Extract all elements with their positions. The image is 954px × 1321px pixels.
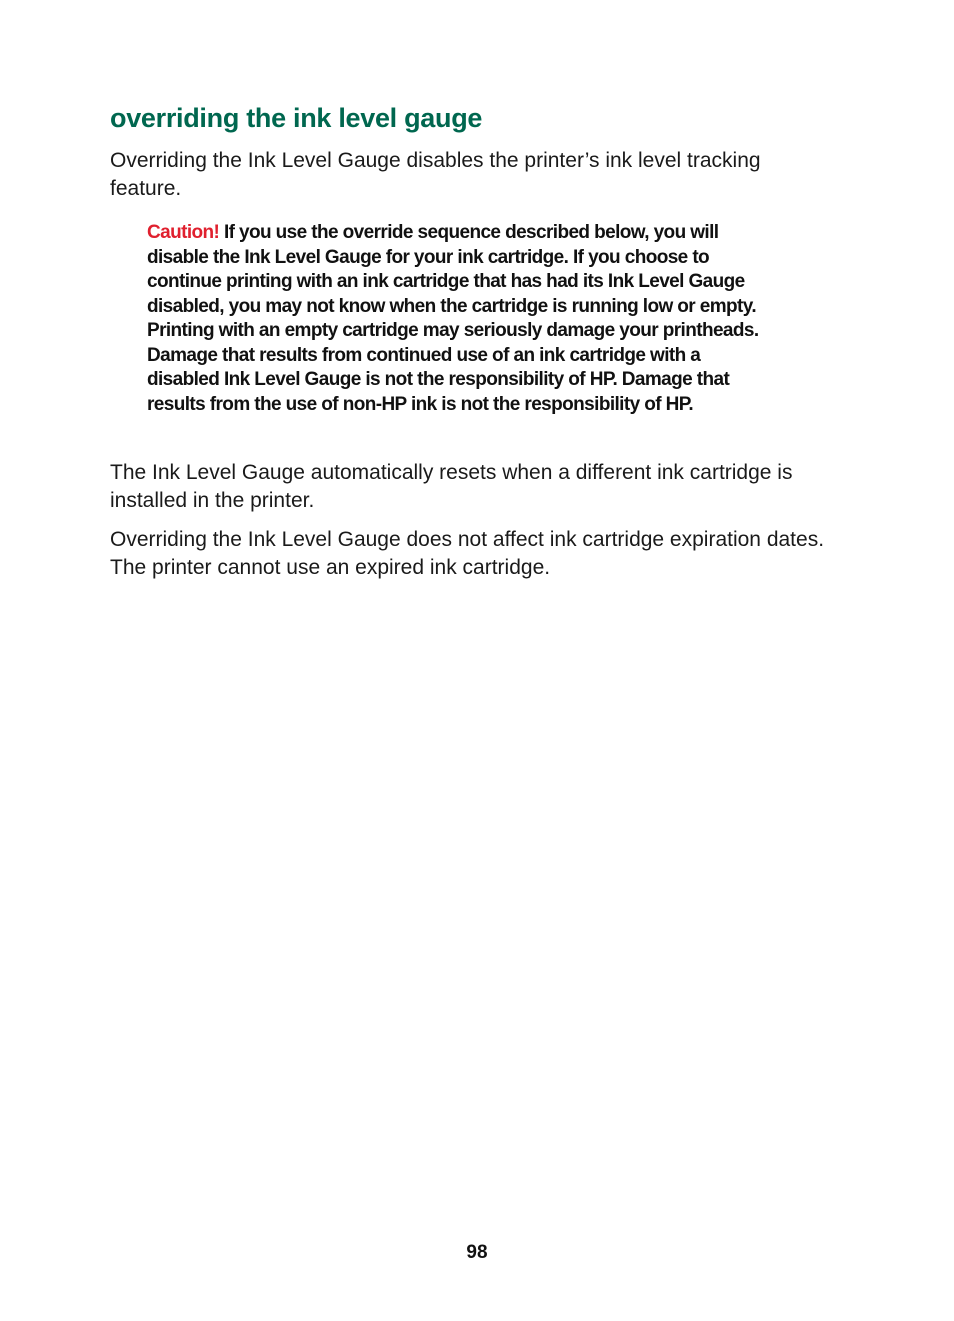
- caution-text: If you use the override sequence described below, you will disable the Ink Level Gauge for your ink cartridge. If you choose to continue printing with an ink cartridge that has had its Ink Level Gauge disabled, you may not know when the cartridge is running low or empty. Printing with an empty cartridge may seriously damage your printheads. Damage that results from continued use of an ink cartridge with a disabled Ink Level Gauge is not the responsibility of HP. Damage that results from the use of non-HP ink is not the responsibility of HP.: [147, 222, 759, 415]
- reset-paragraph: The Ink Level Gauge automatically resets when a different ink cartridge is installed in the printer.: [110, 461, 793, 512]
- caution-label: Caution!: [147, 222, 220, 243]
- intro-paragraph: Overriding the Ink Level Gauge disables the printer’s ink level tracking feature.: [110, 149, 761, 200]
- caution-block: [147, 221, 772, 417]
- section-title: overriding the ink level gauge: [110, 103, 483, 133]
- page-number: 98: [466, 1242, 488, 1263]
- expiration-paragraph: Overriding the Ink Level Gauge does not affect ink cartridge expiration dates. The printer cannot use an expired ink cartridge.: [110, 528, 825, 579]
